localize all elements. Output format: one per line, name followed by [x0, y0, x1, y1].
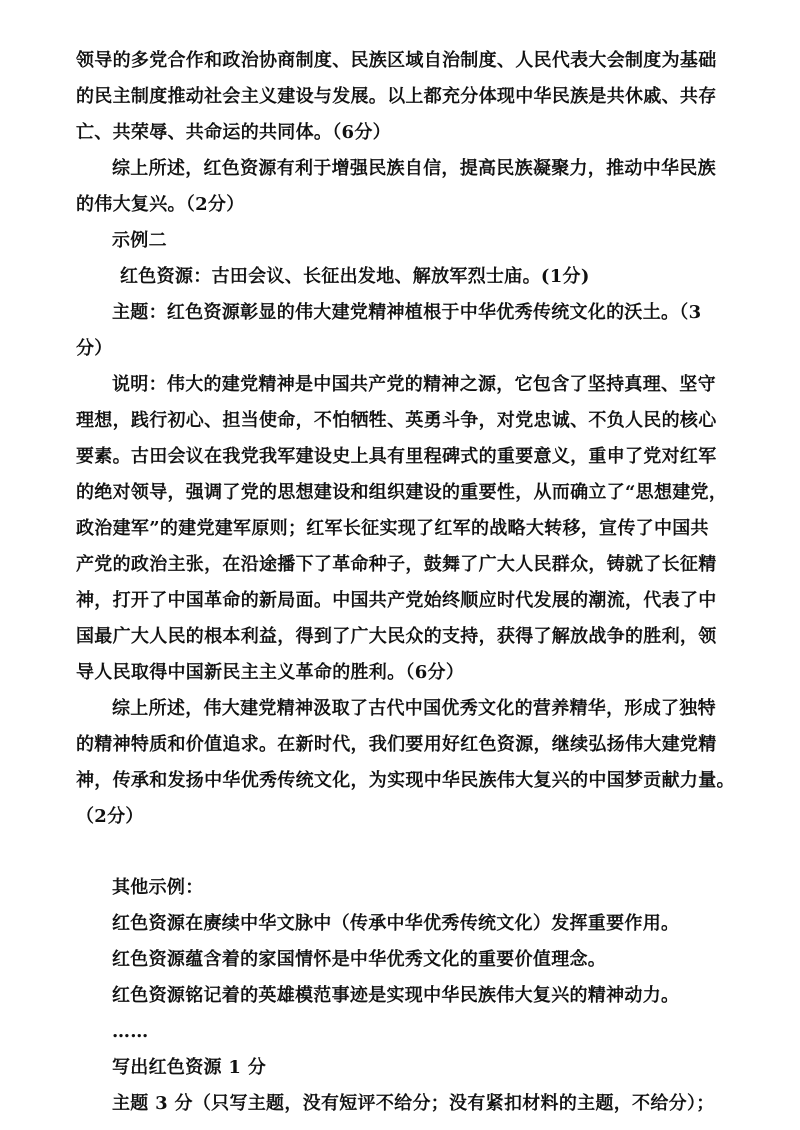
text-line: 主题：红色资源彰显的伟大建党精神植根于中华优秀传统文化的沃土。（3 [112, 302, 702, 323]
text-line: 综上所述，伟大建党精神汲取了古代中国优秀文化的营养精华，形成了独特 [112, 698, 716, 719]
ellipsis-line: …… [112, 1021, 149, 1042]
text-line: 红色资源：古田会议、长征出发地、解放军烈士庙。(1分) [120, 266, 590, 287]
section-heading: 示例二 [112, 230, 167, 251]
text-line: 神，打开了中国革命的新局面。中国共产党始终顺应时代发展的潮流，代表了中 [76, 590, 717, 611]
text-line: 领导的多党合作和政治协商制度、民族区域自治制度、人民代表大会制度为基础 [76, 50, 717, 71]
text-line: 的精神特质和价值追求。在新时代，我们要用好红色资源，继续弘扬伟大建党精 [76, 734, 717, 755]
text-line: 红色资源铭记着的英雄模范事迹是实现中华民族伟大复兴的精神动力。 [112, 985, 680, 1006]
text-line: 理想，践行初心、担当使命，不怕牺牲、英勇斗争，对党忠诚、不负人民的核心 [76, 410, 717, 431]
text-line: 的绝对领导，强调了党的思想建设和组织建设的重要性，从而确立了“思想建党， [76, 482, 728, 503]
text-line: （2分） [76, 806, 144, 827]
text-line: 红色资源在赓续中华文脉中（传承中华优秀传统文化）发挥重要作用。 [112, 913, 680, 934]
section-heading: 其他示例： [112, 877, 204, 898]
text-line: 要素。古田会议在我党我军建设史上具有里程碑式的重要意义，重申了党对红军 [76, 446, 717, 467]
text-line: 主题 3 分（只写主题，没有短评不给分；没有紧扣材料的主题，不给分）； [112, 1093, 715, 1114]
text-line: 综上所述，红色资源有利于增强民族自信，提高民族凝聚力，推动中华民族 [112, 158, 716, 179]
text-line: 神，传承和发扬中华优秀传统文化，为实现中华民族伟大复兴的中国梦贡献力量。 [76, 770, 735, 791]
text-line: 的民主制度推动社会主义建设与发展。以上都充分体现中华民族是共休戚、共存 [76, 86, 717, 107]
text-line: 写出红色资源 1 分 [112, 1057, 267, 1078]
text-line: 政治建军”的建党建军原则；红军长征实现了红军的战略大转移，宣传了中国共 [76, 518, 709, 539]
text-line: 亡、共荣辱、共命运的共同体。（6分） [76, 122, 391, 143]
text-line: 的伟大复兴。（2分） [76, 194, 245, 215]
text-line: 导人民取得中国新民主主义革命的胜利。（6分） [76, 662, 465, 683]
text-line: 国最广大人民的根本利益，得到了广大民众的支持，获得了解放战争的胜利，领 [76, 626, 717, 647]
text-line: 红色资源蕴含着的家国情怀是中华优秀文化的重要价值理念。 [112, 949, 607, 970]
text-line: 说明：伟大的建党精神是中国共产党的精神之源，它包含了坚持真理、坚守 [112, 374, 716, 395]
text-line: 分） [76, 338, 113, 359]
text-line: 产党的政治主张，在沿途播下了革命种子，鼓舞了广大人民群众，铸就了长征精 [76, 554, 717, 575]
